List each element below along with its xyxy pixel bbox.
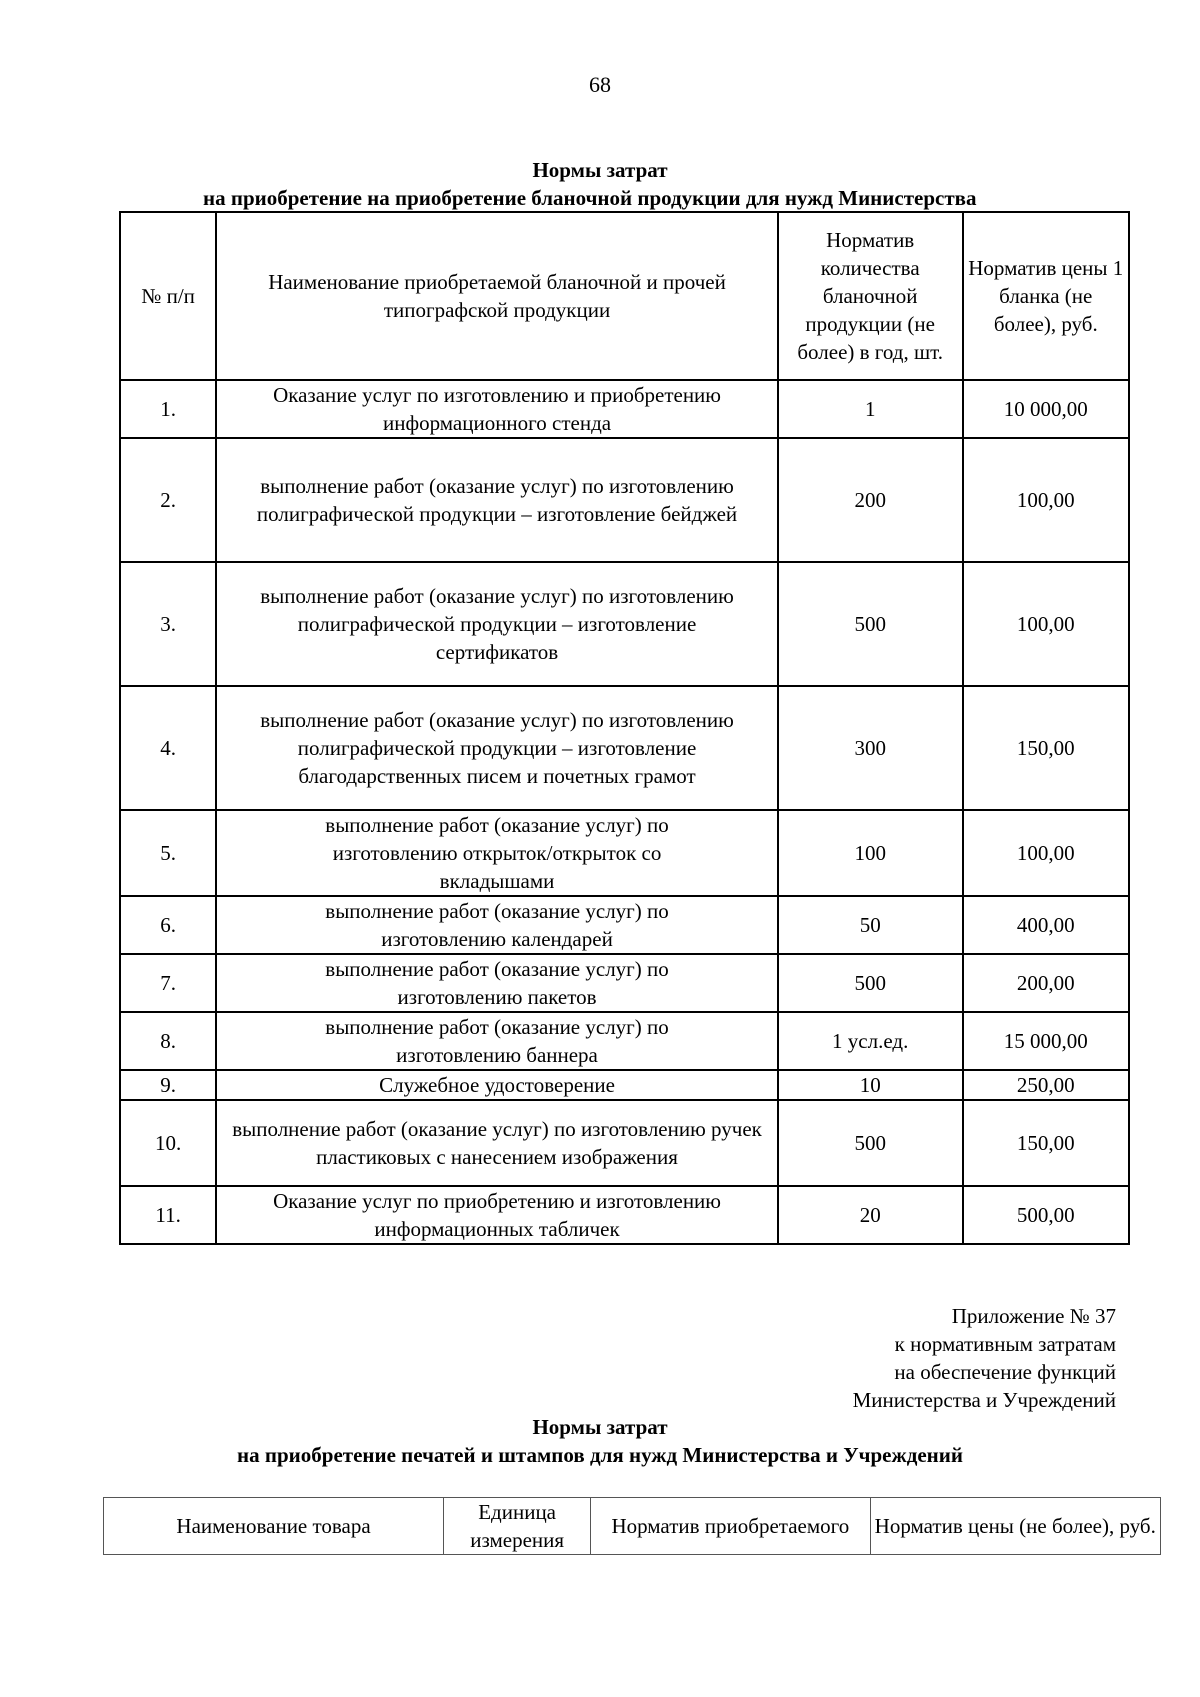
row-price: 250,00 — [963, 1070, 1129, 1100]
row-price: 150,00 — [963, 686, 1129, 810]
row-name: выполнение работ (оказание услуг) по изготовлению полиграфической продукции – изготовление сертификатов — [216, 562, 778, 686]
table-row — [120, 1012, 1129, 1070]
row-num: 11. — [120, 1186, 216, 1244]
row-price: 200,00 — [963, 954, 1129, 1012]
row-price: 400,00 — [963, 896, 1129, 954]
header-qty: Норматив количества бланочной продукции (не более) в год, шт. — [778, 212, 963, 380]
row-qty: 500 — [778, 562, 963, 686]
row-num: 9. — [120, 1070, 216, 1100]
header-price: Норматив цены (не более), руб. — [870, 1498, 1160, 1555]
row-qty: 500 — [778, 954, 963, 1012]
table-row — [120, 380, 1129, 438]
section2-subtitle: на приобретение печатей и штампов для нужд Министерства и Учреждений — [237, 1443, 963, 1467]
table-row — [120, 896, 1129, 954]
row-name: выполнение работ (оказание услуг) по изготовлению календарей — [216, 896, 778, 954]
row-num: 5. — [120, 810, 216, 896]
row-name: выполнение работ (оказание услуг) по изготовлению полиграфической продукции – изготовление благодарственных писем и почетных грамот — [216, 686, 778, 810]
appendix-line: Приложение № 37 — [951, 1304, 1116, 1328]
table-row — [120, 1100, 1129, 1186]
row-name: Оказание услуг по изготовлению и приобретению информационного стенда — [216, 380, 778, 438]
header-name: Наименование товара — [104, 1498, 444, 1555]
row-name: Служебное удостоверение — [216, 1070, 778, 1100]
table-header-row — [104, 1498, 1161, 1555]
header-price: Норматив цены 1 бланка (не более), руб. — [963, 212, 1129, 380]
row-price: 15 000,00 — [963, 1012, 1129, 1070]
row-qty: 200 — [778, 438, 963, 562]
row-qty: 50 — [778, 896, 963, 954]
row-qty: 1 усл.ед. — [778, 1012, 963, 1070]
row-num: 2. — [120, 438, 216, 562]
row-price: 100,00 — [963, 562, 1129, 686]
row-price: 10 000,00 — [963, 380, 1129, 438]
row-qty: 300 — [778, 686, 963, 810]
table-row — [120, 562, 1129, 686]
row-num: 3. — [120, 562, 216, 686]
row-qty: 100 — [778, 810, 963, 896]
header-num: № п/п — [120, 212, 216, 380]
row-name: выполнение работ (оказание услуг) по изготовлению открыток/открыток со вкладышами — [216, 810, 778, 896]
header-name: Наименование приобретаемой бланочной и прочей типографской продукции — [216, 212, 778, 380]
row-qty: 10 — [778, 1070, 963, 1100]
section1-subtitle: на приобретение на приобретение бланочной продукции для нужд Министерства — [203, 186, 977, 210]
blank-products-table — [119, 211, 1130, 1245]
table-row — [120, 1186, 1129, 1244]
header-unit: Единица измерения — [444, 1498, 591, 1555]
row-name: выполнение работ (оказание услуг) по изготовлению баннера — [216, 1012, 778, 1070]
row-qty: 1 — [778, 380, 963, 438]
table-row — [120, 810, 1129, 896]
appendix-note — [700, 1302, 1116, 1414]
table-row — [120, 438, 1129, 562]
row-num: 6. — [120, 896, 216, 954]
row-name: выполнение работ (оказание услуг) по изготовлению полиграфической продукции – изготовление бейджей — [216, 438, 778, 562]
row-price: 150,00 — [963, 1100, 1129, 1186]
appendix-line: к нормативным затратам — [894, 1332, 1116, 1356]
row-num: 8. — [120, 1012, 216, 1070]
table-row — [120, 686, 1129, 810]
row-qty: 500 — [778, 1100, 963, 1186]
row-num: 1. — [120, 380, 216, 438]
appendix-line: Министерства и Учреждений — [852, 1388, 1116, 1412]
page-number: 68 — [589, 72, 611, 97]
appendix-line: на обеспечение функций — [894, 1360, 1116, 1384]
table-header-row — [120, 212, 1129, 380]
row-name: выполнение работ (оказание услуг) по изготовлению ручек пластиковых с нанесением изображения — [216, 1100, 778, 1186]
row-qty: 20 — [778, 1186, 963, 1244]
stamps-table — [103, 1497, 1161, 1555]
table-row — [120, 1070, 1129, 1100]
row-name: Оказание услуг по приобретению и изготовлению информационных табличек — [216, 1186, 778, 1244]
row-num: 7. — [120, 954, 216, 1012]
table-row — [120, 954, 1129, 1012]
row-price: 100,00 — [963, 810, 1129, 896]
row-num: 10. — [120, 1100, 216, 1186]
row-name: выполнение работ (оказание услуг) по изготовлению пакетов — [216, 954, 778, 1012]
row-num: 4. — [120, 686, 216, 810]
section1-title: Нормы затрат — [532, 158, 668, 182]
row-price: 100,00 — [963, 438, 1129, 562]
header-qty: Норматив приобретаемого — [591, 1498, 870, 1555]
row-price: 500,00 — [963, 1186, 1129, 1244]
section2-title: Нормы затрат — [532, 1415, 668, 1439]
